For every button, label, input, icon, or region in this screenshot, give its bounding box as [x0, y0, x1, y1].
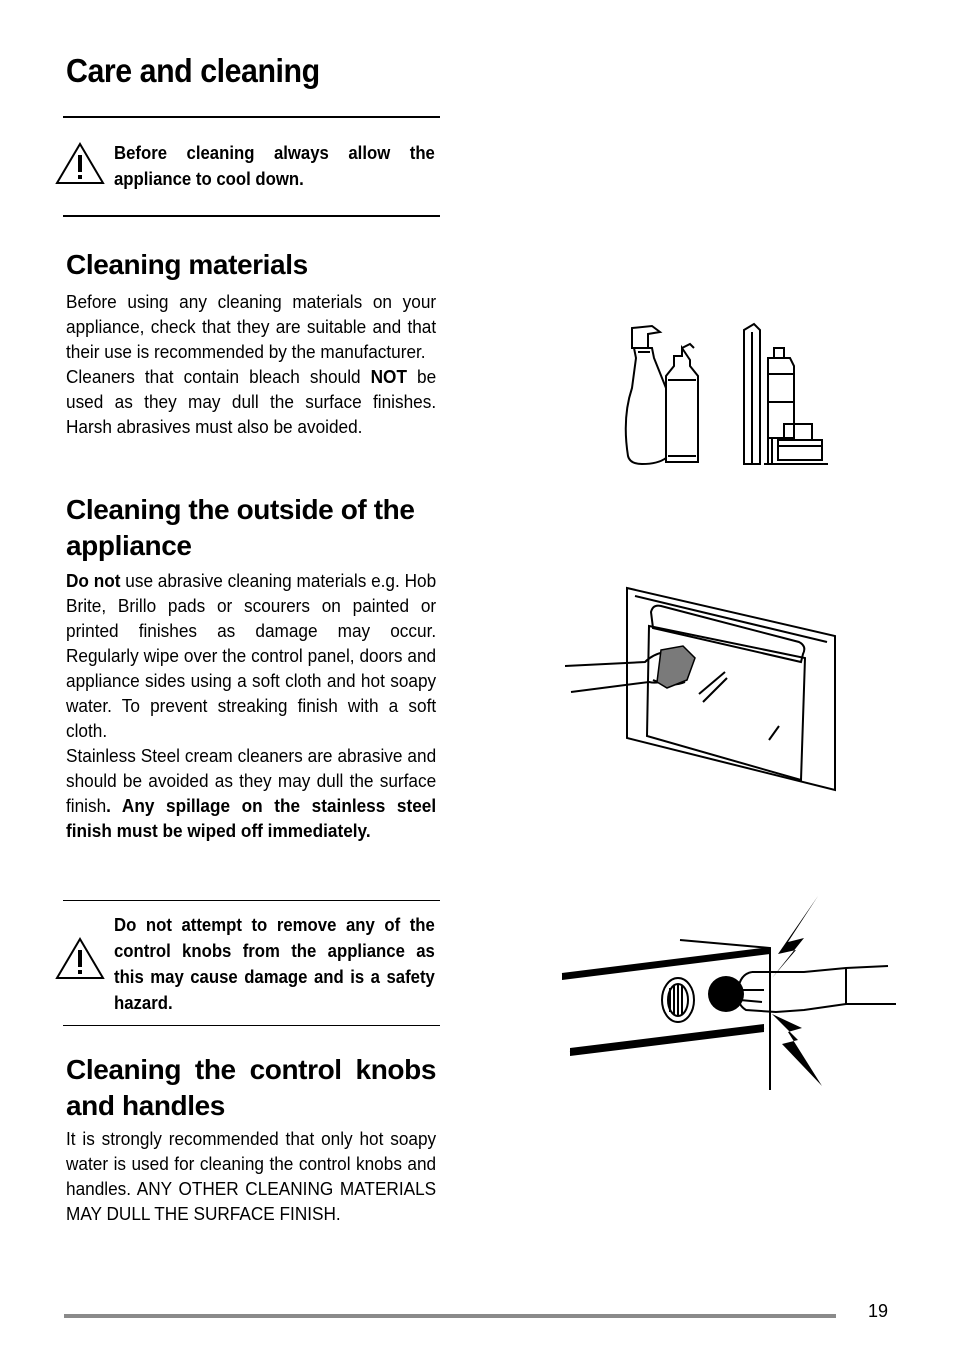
page-title: Care and cleaning	[66, 52, 320, 89]
footer-bar	[64, 1314, 836, 1318]
heading-cleaning-materials: Cleaning materials	[66, 249, 308, 280]
outside-paragraphs	[66, 568, 436, 843]
bottom-rule-warning2	[63, 1025, 440, 1026]
cleaning-materials-not: NOT	[370, 366, 407, 387]
heading-cleaning-knobs: Cleaning the control knobs and handles	[66, 1054, 436, 1121]
cleaning-products-illustration	[618, 318, 838, 470]
cleaning-materials-para2-end: be used as they may dull the surface finishes. Harsh abrasives must also be avoided.	[66, 366, 437, 437]
section-cleaning-knobs	[66, 1052, 436, 1226]
cleaning-materials-para1-text: Before using any cleaning materials on your appliance, check that they are suitable and that their use is recommended by the manufacturer.	[66, 291, 437, 362]
knobs-para1: It is strongly recommended that only hot soapy water is used for cleaning the control knobs and handles. ANY OTHER CLEANING MATERIALS MAY DULL THE SURFACE FINISH.	[66, 1128, 437, 1224]
top-rule-warning1	[63, 116, 440, 118]
warning-text-knobs: Do not attempt to remove any of the control knobs from the appliance as this may cause damage and is a safety hazard.	[114, 915, 435, 1013]
oven-door-wiping-illustration	[565, 584, 840, 794]
warning-triangle-icon	[55, 142, 105, 186]
control-knob-removal-illustration	[560, 894, 900, 1094]
outside-para2-bold: . Any spillage on the stainless steel finish must be wiped off immediately.	[66, 795, 437, 841]
section-cleaning-materials	[66, 247, 436, 439]
cleaning-materials-para1	[66, 289, 436, 439]
page-number: 19	[868, 1301, 889, 1321]
heading-cleaning-outside: Cleaning the outside of the appliance	[66, 494, 415, 561]
bottom-rule-warning1	[63, 215, 440, 217]
warning-triangle-icon	[55, 937, 105, 981]
section-cleaning-outside	[66, 492, 436, 843]
cleaning-materials-para2-start: Cleaners that contain bleach should	[66, 366, 371, 387]
warning-text-cool-down: Before cleaning always allow the appliance to cool down.	[114, 143, 435, 189]
outside-para1-text: use abrasive cleaning materials e.g. Hob Brite, Brillo pads or scourers on painted or printed finishes as damage may occur. Regularly wipe over the control panel, doors and appliance sides using a soft cloth and hot soapy water. To prevent streaking finish with a soft cloth.	[66, 570, 437, 741]
outside-para2-text: Stainless Steel cream cleaners are abrasive and should be avoided as they may dull the surface finish	[66, 745, 437, 816]
outside-do-not: Do not	[66, 570, 121, 591]
top-rule-warning2	[63, 900, 440, 901]
